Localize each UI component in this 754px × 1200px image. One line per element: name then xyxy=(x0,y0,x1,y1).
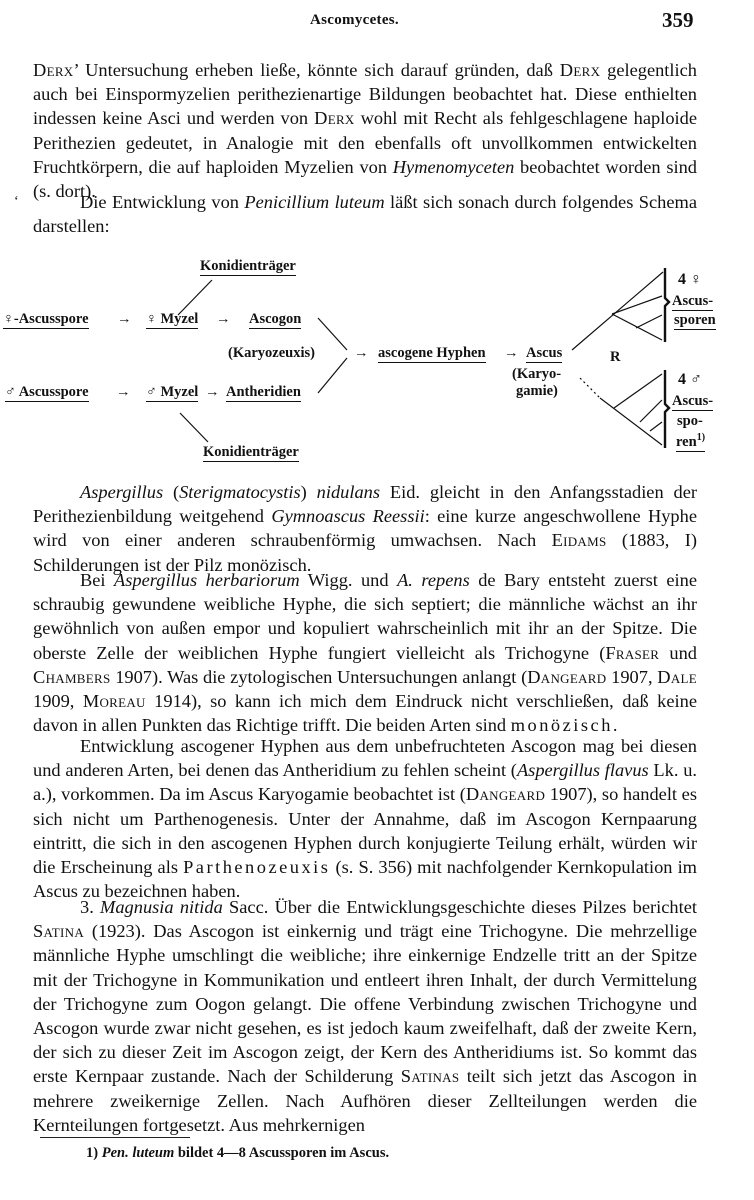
taxon-name: nidulans xyxy=(316,482,381,502)
arrow: → xyxy=(117,311,132,327)
female-myzel: ♀ Myzel xyxy=(146,311,199,327)
footnote-rule xyxy=(40,1137,190,1138)
paragraph-aspergillus-herbariorum xyxy=(33,568,697,737)
margin-mark: ʻ xyxy=(14,194,19,209)
text-run: Bei xyxy=(80,570,115,590)
line-ascus-upper-b1 xyxy=(612,296,662,314)
line-konidien-bottom xyxy=(180,413,208,442)
taxon-name: Aspergillus herbariorum xyxy=(114,570,300,590)
male-spores-2: spo- xyxy=(677,413,703,429)
paragraph-derx xyxy=(33,58,697,203)
r-label: R xyxy=(610,349,621,365)
text-run: . xyxy=(612,715,618,736)
ascogon: Ascogon xyxy=(249,311,302,327)
female-spores-2: sporen xyxy=(674,312,716,328)
text-run: und xyxy=(659,642,697,663)
text-run: (s. S. 356) mit nachfolgender Kernkopulation im Ascus zu bezeichnen haben. xyxy=(33,857,697,902)
taxon-name: Hymenomyceten xyxy=(392,156,515,177)
text-run: gelegentlich auch bei Einspormyzelien perithezienartige Bildungen beobachtet hat. Diese enthielten indessen keine Asci und werden von xyxy=(33,60,697,129)
text-run: Wigg. und xyxy=(299,570,398,590)
line-antheridien-merge xyxy=(318,358,347,393)
text-run: ) xyxy=(300,482,317,502)
page-number: 359 xyxy=(662,8,694,32)
ascogene-hyphen: ascogene Hyphen xyxy=(378,345,486,361)
schema-lines xyxy=(0,250,754,470)
line-ascus-lower xyxy=(600,398,662,445)
author-name: Fraser xyxy=(605,642,660,663)
text-run: 1909, xyxy=(33,691,83,712)
text-run: (1883, I) Schilderungen ist der Pilz monözisch. xyxy=(33,530,697,575)
spaced-term: Parthenozeuxis xyxy=(183,857,331,878)
male-myzel: ♂ Myzel xyxy=(146,384,199,400)
text-run: Lk. u. a.), vorkommen. Da im Ascus Karyogamie beobachtet ist ( xyxy=(33,760,697,805)
author-name: Dangeard xyxy=(527,666,607,687)
text-run: 1907), so handelt es sich nicht um Parthenogenesis. Unter der Annahme, daß im Ascogon Kernpaarung eintritt, die sich in den ascogenen Hyphen durch konjugierte Teilung erhält, würden wir die Erscheinung als xyxy=(33,784,697,878)
line-ascus-upper xyxy=(572,272,663,350)
author-name: Derx xyxy=(314,108,355,129)
line-ascus-upper-b3 xyxy=(636,315,662,328)
male-count: 4 ♂ xyxy=(678,371,702,388)
text-run: (1923). Das Ascogon ist einkernig und trägt eine Trichogyne. Die mehrzellige männliche Hyphe umschlingt die weibliche; ihre einkernige Endzelle tritt an der Spitze mit der Trichogyne in Kommunikation und entleert ihren Inhalt, der durch Vermittelung der Trichogyne zum Oogon gelangt. Die offene Verbindung zwischen Trichogyne und Ascogon wurde zwar nicht gesehen, es ist jedoch kaum zweifelhaft, daß der zweite Kern, der sich zu dieser Zeit im Ascogon zeigt, der Kern des Antheridiums ist. So kommt das erste Kernpaar zustande. Nach der Schilderung xyxy=(33,921,697,1087)
paragraph-magnusia xyxy=(33,895,697,1137)
text-run: : eine kurze angeschwollene Hyphe wird von einer anderen schraubenförmig umwachsen. Nach xyxy=(33,506,697,551)
taxon-name: Pen. luteum xyxy=(101,1145,175,1161)
line-ascus-lower-b3 xyxy=(650,422,662,431)
arrow: → xyxy=(504,345,519,361)
text-run: 1907, xyxy=(606,666,658,687)
karyogamie-label-1: (Karyo- xyxy=(512,366,562,382)
text-run: beobachtet worden sind (s. dort). xyxy=(33,156,697,202)
brace-lower xyxy=(665,370,669,448)
text-run: Sacc. Über die Entwicklungsgeschichte dieses Pilzes berichtet xyxy=(222,897,698,917)
arrow: → xyxy=(354,345,369,361)
arrow: → xyxy=(205,384,220,400)
brace-upper xyxy=(665,268,669,342)
male-spores-3 xyxy=(676,432,705,452)
taxon-name: A. repens xyxy=(397,570,470,590)
author-name: Dangeard xyxy=(465,784,546,805)
taxon-name: Gymnoascus Reessii xyxy=(271,506,425,527)
taxon-name: Aspergillus xyxy=(80,482,164,502)
taxon-name: Penicillium luteum xyxy=(244,192,385,212)
female-count: 4 ♀ xyxy=(678,271,702,288)
author-name: Satina xyxy=(33,921,85,942)
male-spores-3-text: ren xyxy=(676,433,697,450)
author-name: Derx xyxy=(33,60,74,80)
author-name: Chambers xyxy=(33,666,111,687)
text-run: teilt sich jetzt das Ascogon in mehrere zweikernige Zellen. Nach Aufhören dieser Zellteilungen werden die Kernteilungen fortgesetzt. Aus mehrkernigen xyxy=(33,1066,697,1135)
footnote xyxy=(86,1145,389,1162)
author-name: Satinas xyxy=(400,1066,460,1087)
konidientraeger-top: Konidienträger xyxy=(200,258,296,274)
karyozeuxis-label: (Karyozeuxis) xyxy=(228,345,315,361)
footnote-number: 1) xyxy=(86,1145,99,1161)
paragraph-aspergillus-nidulans xyxy=(33,480,697,577)
text-run: Eid. gleicht in den Anfangsstadien der Perithezienbildung weitgehend xyxy=(33,482,697,527)
female-ascusspore: ♀-Ascusspore xyxy=(3,311,89,327)
male-spores-1: Ascus- xyxy=(672,393,714,409)
footnote-marker: 1) xyxy=(696,432,706,443)
male-ascusspore: ♂ Ascusspore xyxy=(5,384,89,400)
line-konidien-top xyxy=(178,280,212,315)
taxon-name: Sterigmatocystis xyxy=(179,482,301,502)
text-run: wohl mit Recht als fehlgeschlagene haploide Perithezien gedeutet, in Analogie mit den ebenfalls oft unvollkommen entwickelten Fruchtkörpern, die auf haploiden Myzelien von xyxy=(33,108,697,177)
running-title: Ascomycetes. xyxy=(310,12,399,28)
spaced-term: monözisch xyxy=(510,715,613,736)
arrow: → xyxy=(116,384,131,400)
text-run: ( xyxy=(163,482,180,502)
line-ascus-lower-b1 xyxy=(614,374,662,408)
development-schema xyxy=(0,250,754,470)
page-header xyxy=(0,8,754,38)
female-spores-1: Ascus- xyxy=(672,293,714,309)
author-name: Moreau xyxy=(82,691,146,712)
author-name: Derx xyxy=(559,60,601,80)
arrow: → xyxy=(216,311,231,327)
line-ascogon-merge xyxy=(318,318,347,350)
paragraph-penicillium xyxy=(33,190,697,238)
line-ascus-lower-b2 xyxy=(640,400,662,422)
antheridien: Antheridien xyxy=(226,384,301,400)
text-run: 1907). Was die zytologischen Untersuchungen anlangt ( xyxy=(110,666,528,687)
text-run: Die Entwicklung von xyxy=(80,192,245,212)
text-run: 1914), so kann ich mich dem Eindruck nicht verschließen, daß keine davon in allen Punkten das Richtige trifft. Die beiden Arten sind xyxy=(33,691,697,736)
text-run: Entwicklung ascogener Hyphen aus dem unbefruchteten Ascogon mag bei diesen und anderen Arten, bei denen das Antheridium zu fehlen scheint ( xyxy=(33,736,697,781)
text-run: läßt sich sonach durch folgendes Schema darstellen: xyxy=(33,192,697,237)
line-ascus-lower-dotted xyxy=(580,378,600,398)
karyogamie-label-2: gamie) xyxy=(516,383,558,399)
taxon-name: Aspergillus flavus xyxy=(516,760,649,781)
taxon-name: Magnusia nitida xyxy=(100,897,223,917)
text-run: ’ Untersuchung erheben ließe, könnte sich darauf gründen, daß xyxy=(73,60,560,80)
author-name: Dale xyxy=(657,666,698,687)
ascus: Ascus xyxy=(526,345,563,361)
paragraph-ascogenous-hyphae xyxy=(33,734,697,903)
konidientraeger-bottom: Konidienträger xyxy=(203,444,299,460)
text-run: 3. xyxy=(80,897,101,917)
author-name: Eidams xyxy=(551,530,607,551)
text-run: de Bary entsteht zuerst eine schraubig gewundene weibliche Hyphe, die sich septiert; die männliche wächst an ihr gewöhnlich von außen empor und kopuliert wahrscheinlich mit ihr an der Spitze. Die oberste Zelle der weiblichen Hyphe fungiert vielleicht als Trichogyne ( xyxy=(33,570,698,663)
footnote-text: bildet 4—8 Ascussporen im Ascus. xyxy=(174,1145,390,1161)
